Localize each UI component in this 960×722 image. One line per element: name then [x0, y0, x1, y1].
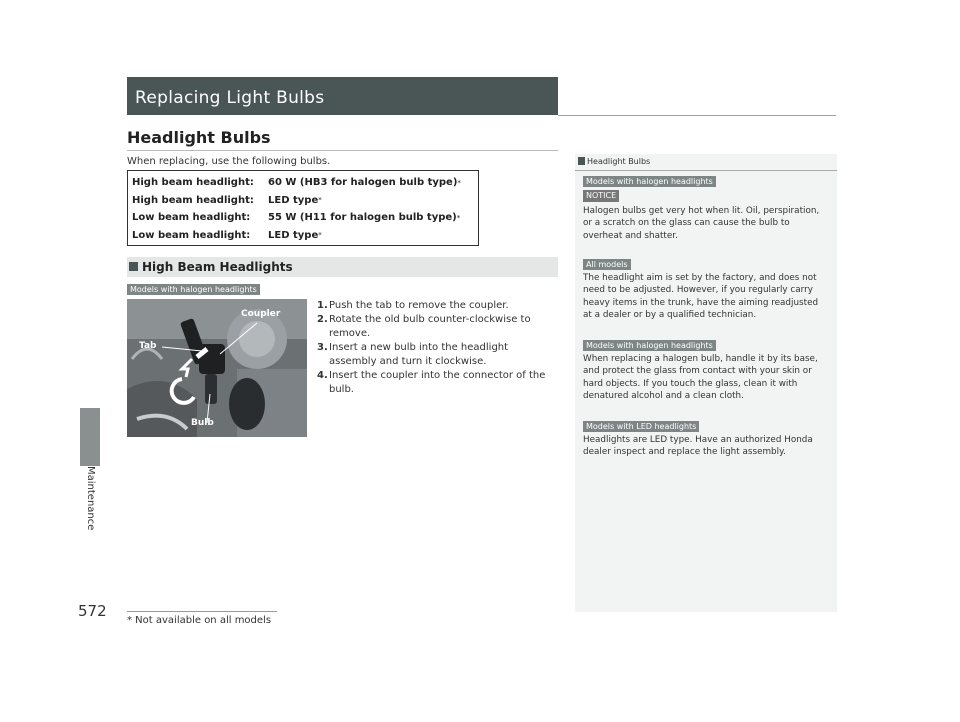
notes-heading	[578, 157, 650, 166]
note-text: Halogen bulbs get very hot when lit. Oil, perspiration, or a scratch on the glass can cause the bulb to overheat and shatter.	[583, 206, 820, 241]
page-title-bar	[127, 77, 558, 115]
step-number: 1.	[317, 300, 328, 311]
bulb-spec-table	[127, 170, 479, 246]
procedure-step	[317, 313, 557, 341]
procedure-step	[317, 299, 557, 313]
title-divider	[558, 115, 836, 116]
engine-bay-illustration	[127, 299, 307, 437]
bulb-spec-label: High beam headlight:	[132, 194, 254, 206]
procedure-step	[317, 341, 557, 369]
page-number: 572	[78, 602, 107, 620]
step-text: Rotate the old bulb counter-clockwise to remove.	[329, 314, 531, 339]
bulb-spec-value: 55 W (H11 for halogen bulb type)	[268, 212, 457, 224]
note-marker-icon	[578, 157, 585, 165]
step-number: 4.	[317, 370, 328, 381]
step-text: Insert the coupler into the connector of the bulb.	[329, 370, 546, 395]
bulb-spec-row	[132, 192, 474, 210]
note-text: When replacing a halogen bulb, handle it by its base, and protect the glass from contact with your skin or hard objects. If you touch the glass, clean it with denatured alcohol and a clean cloth.	[583, 354, 818, 402]
note-text: The headlight aim is set by the factory, and does not need to be adjusted. However, if you regularly carry heavy items in the trunk, have the aiming readjusted at a dealer or by a qualified technician.	[583, 273, 819, 321]
model-badge: All models	[583, 259, 631, 270]
model-badge: Models with halogen headlights	[583, 176, 716, 187]
footnote: * Not available on all models	[127, 615, 272, 626]
headlight-photo	[127, 299, 307, 437]
notes-divider	[575, 170, 837, 171]
square-bullet-icon	[129, 262, 138, 271]
section-intro: When replacing, use the following bulbs.	[127, 156, 331, 167]
procedure-step	[317, 369, 557, 397]
subsection-heading-bar	[127, 257, 558, 277]
step-text: Insert a new bulb into the headlight assembly and turn it clockwise.	[329, 342, 509, 367]
bulb-spec-value: LED type	[268, 229, 319, 241]
section-divider	[127, 150, 558, 151]
footnote-mark: *	[456, 213, 461, 222]
footnote-mark: *	[318, 196, 322, 205]
footnote-mark: *	[318, 231, 322, 240]
note-text: Headlights are LED type. Have an authorized Honda dealer inspect and replace the light assembly.	[583, 435, 813, 458]
chapter-tab-marker	[80, 408, 100, 466]
photo-label-coupler: Coupler	[241, 309, 281, 319]
footnote-divider	[127, 611, 277, 612]
page-title: Replacing Light Bulbs	[135, 88, 325, 108]
bulb-spec-row	[132, 209, 474, 227]
step-number: 3.	[317, 342, 328, 353]
notice-badge: NOTICE	[583, 190, 619, 202]
section-heading: Headlight Bulbs	[127, 128, 271, 147]
bulb-spec-row	[132, 227, 474, 245]
bulb-spec-label: Low beam headlight:	[132, 229, 251, 241]
footnote-mark: *	[457, 178, 461, 187]
procedure-steps	[317, 299, 557, 397]
notes-heading-text: Headlight Bulbs	[587, 157, 651, 166]
photo-label-bulb: Bulb	[191, 418, 214, 428]
step-number: 2.	[317, 314, 328, 325]
bulb-spec-label: High beam headlight:	[132, 177, 254, 189]
bulb-spec-value: LED type	[268, 194, 319, 206]
model-badge: Models with halogen headlights	[583, 340, 716, 351]
photo-label-tab: Tab	[139, 341, 157, 351]
bulb-spec-label: Low beam headlight:	[132, 212, 251, 224]
subsection-heading: High Beam Headlights	[142, 260, 293, 274]
step-text: Push the tab to remove the coupler.	[329, 300, 509, 311]
model-badge: Models with LED headlights	[583, 421, 699, 432]
chapter-label: Maintenance	[85, 466, 96, 531]
bulb-spec-row	[132, 174, 474, 192]
bulb-spec-value: 60 W (HB3 for halogen bulb type)	[268, 177, 458, 189]
model-badge: Models with halogen headlights	[127, 284, 260, 295]
